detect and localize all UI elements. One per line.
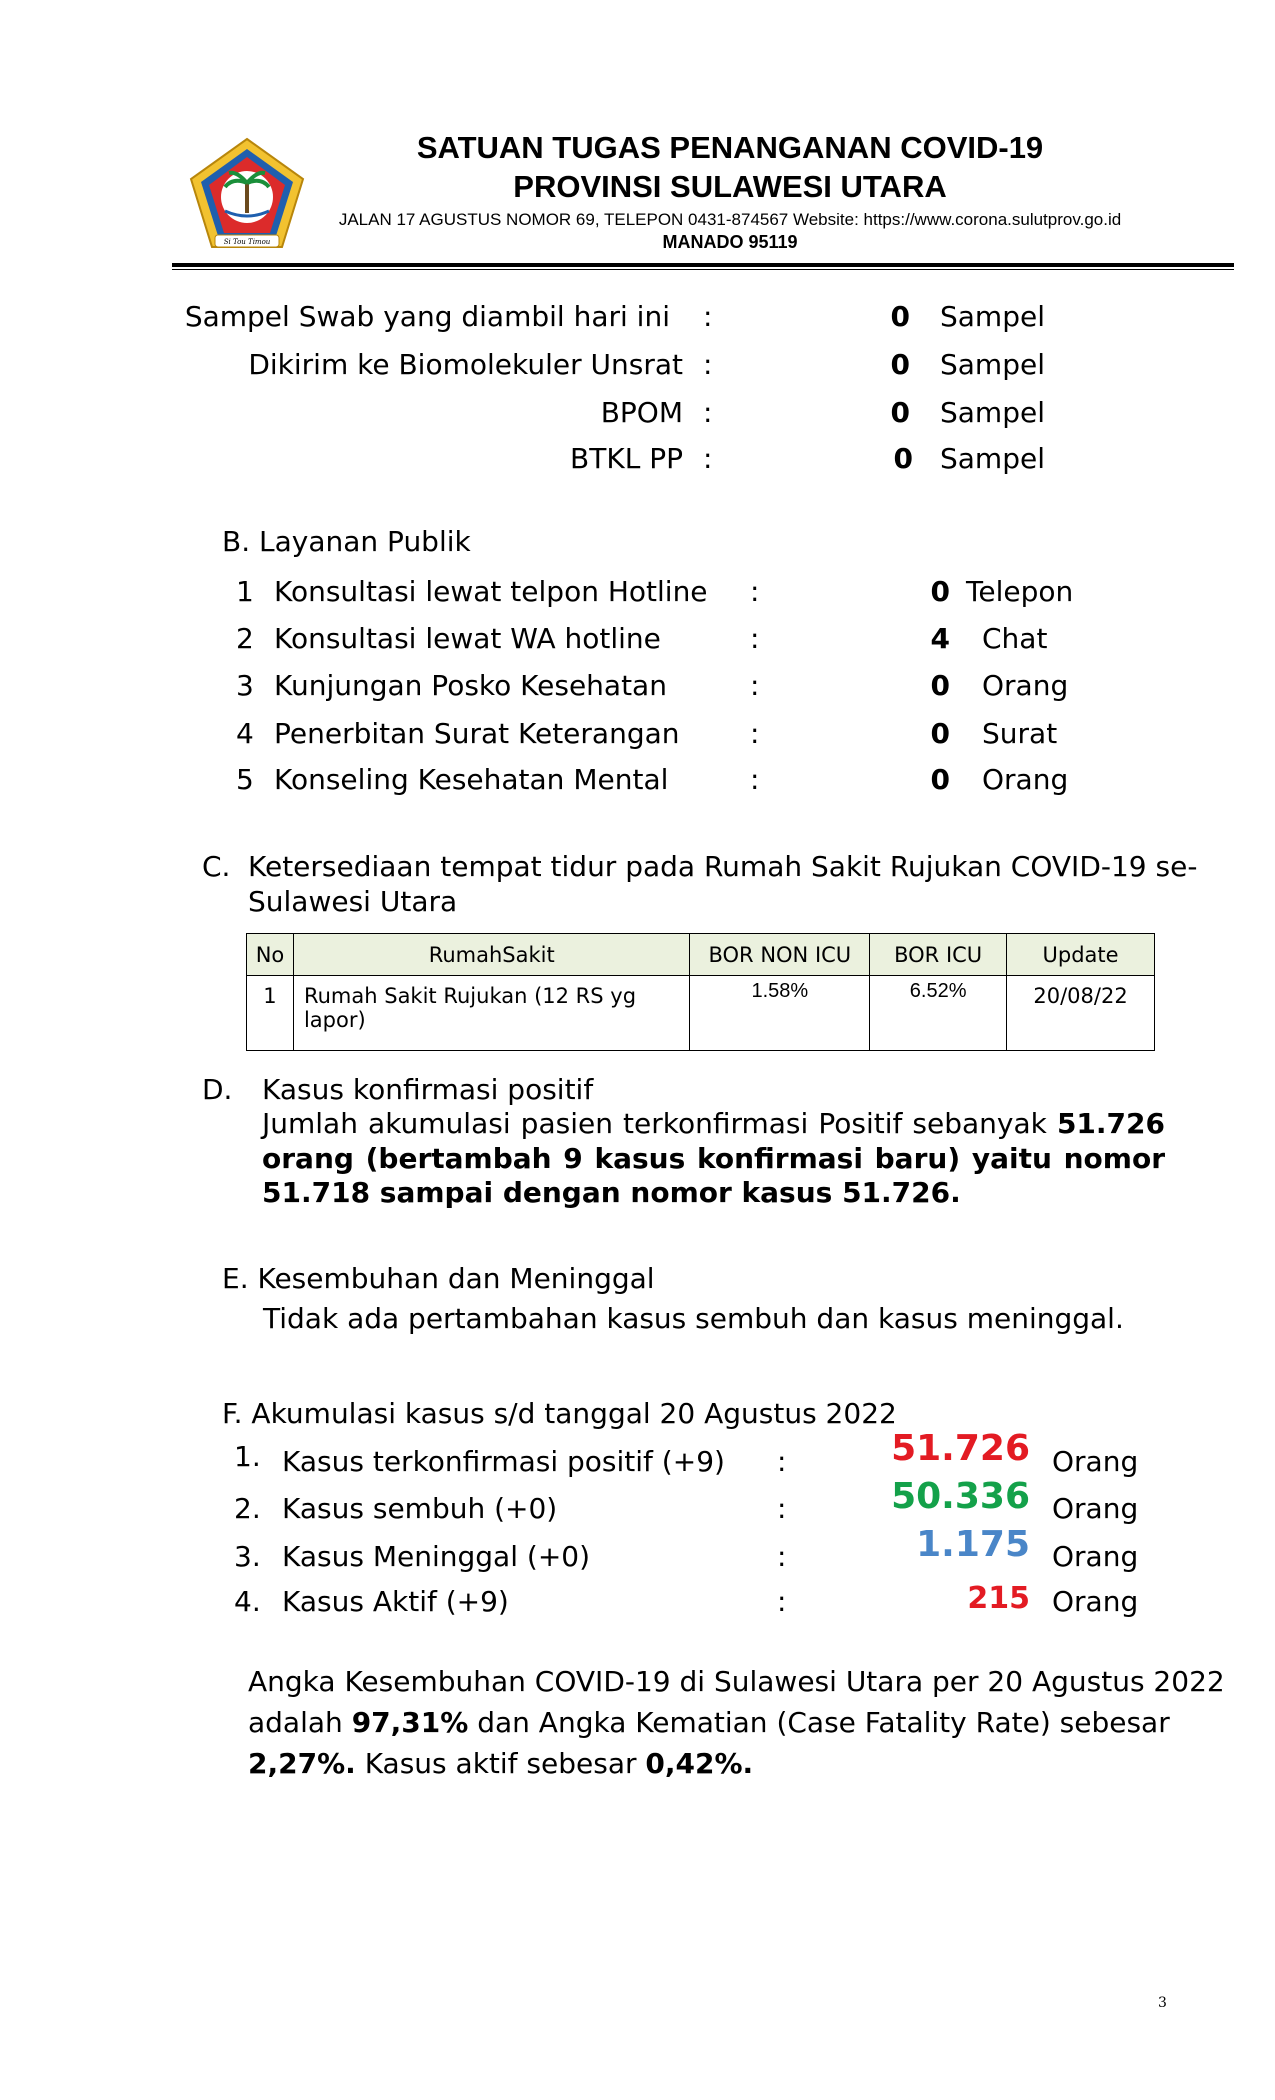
col-header-hospital: RumahSakit (293, 934, 689, 976)
colon: : (703, 300, 713, 333)
deaths-total-value: 1.175 (916, 1524, 1030, 1565)
case-unit: Orang (1052, 1540, 1139, 1573)
section-b-heading: B. Layanan Publik (222, 525, 471, 558)
case-unit: Orang (1052, 1492, 1139, 1525)
cell-bor-non-icu: 1.58% (690, 976, 870, 1051)
service-unit: Orang (982, 763, 1069, 796)
case-fatality-rate: 2,27%. (248, 1747, 356, 1780)
active-rate: 0,42%. (645, 1747, 754, 1780)
confirmed-total-inline: 51.726 (1056, 1107, 1165, 1140)
service-label: Konseling Kesehatan Mental (274, 763, 669, 796)
cell-hospital: Rumah Sakit Rujukan (12 RS yg lapor) (293, 976, 689, 1051)
provincial-logo (185, 135, 310, 260)
case-label: Kasus Aktif (+9) (282, 1585, 509, 1618)
case-unit: Orang (1052, 1585, 1139, 1618)
recovered-total-value: 50.336 (891, 1476, 1030, 1517)
row-number: 5 (236, 763, 254, 796)
col-header-update: Update (1007, 934, 1155, 976)
cell-update: 20/08/22 (1007, 976, 1155, 1051)
service-value: 0 (930, 575, 950, 608)
section-d-text-line2: orang (bertambah 9 kasus konfirmasi baru) yaitu nomor (262, 1142, 1165, 1175)
header-title-line1: SATUAN TUGAS PENANGANAN COVID-19 (416, 130, 1044, 165)
colon: : (777, 1492, 787, 1525)
sample-unit: Sampel (940, 396, 1045, 429)
service-value: 0 (930, 717, 950, 750)
col-header-bor-icu: BOR ICU (870, 934, 1007, 976)
sample-label: BTKL PP (570, 442, 683, 475)
header-city: MANADO 95119 (662, 232, 798, 252)
page-number: 3 (1158, 1995, 1167, 2011)
col-header-no: No (247, 934, 294, 976)
case-label: Kasus sembuh (+0) (282, 1492, 558, 1525)
colon: : (750, 575, 760, 608)
colon: : (703, 348, 713, 381)
colon: : (703, 442, 713, 475)
sample-value: 0 (893, 442, 913, 475)
service-label: Kunjungan Posko Kesehatan (274, 669, 667, 702)
section-d-text-line3: 51.718 sampai dengan nomor kasus 51.726. (262, 1176, 961, 1209)
service-unit: Telepon (966, 575, 1074, 608)
service-label: Konsultasi lewat WA hotline (274, 622, 661, 655)
summary-line1: Angka Kesembuhan COVID-19 di Sulawesi Utara per 20 Agustus 2022 (248, 1665, 1225, 1698)
summary-text: dan Angka Kematian (Case Fatality Rate) sebesar (477, 1706, 1170, 1739)
colon: : (750, 763, 760, 796)
summary-line3 (248, 1747, 753, 1781)
header-rule (172, 263, 1234, 267)
row-number: 3. (234, 1540, 261, 1573)
section-d-heading: Kasus konfirmasi positif (262, 1073, 594, 1106)
summary-text: adalah (248, 1706, 343, 1739)
table-row (247, 976, 1155, 1051)
row-number: 2. (234, 1492, 261, 1525)
sample-value: 0 (890, 300, 910, 333)
colon: : (703, 396, 713, 429)
header-rule-thin (172, 269, 1234, 270)
row-number: 1. (234, 1440, 261, 1473)
section-c-heading: Ketersediaan tempat tidur pada Rumah Sakit Rujukan COVID-19 se- (248, 850, 1198, 883)
cell-no: 1 (247, 976, 294, 1051)
header-title-line2: PROVINSI SULAWESI UTARA (513, 169, 947, 204)
section-c-heading-cont: Sulawesi Utara (248, 885, 458, 918)
row-number: 3 (236, 669, 254, 702)
section-c-marker: C. (202, 850, 231, 883)
colon: : (750, 622, 760, 655)
section-d-text-line1 (262, 1107, 1165, 1141)
case-label: Kasus Meninggal (+0) (282, 1540, 591, 1573)
row-number: 4 (236, 717, 254, 750)
service-label: Penerbitan Surat Keterangan (274, 717, 680, 750)
row-number: 2 (236, 622, 254, 655)
sample-label: Dikirim ke Biomolekuler Unsrat (248, 348, 683, 381)
service-value: 4 (930, 622, 950, 655)
case-unit: Orang (1052, 1445, 1139, 1478)
case-label: Kasus terkonfirmasi positif (+9) (282, 1445, 725, 1478)
sample-value: 0 (890, 396, 910, 429)
section-f-heading: F. Akumulasi kasus s/d tanggal 20 Agustus 2022 (222, 1397, 897, 1430)
bed-availability-table (246, 933, 1155, 1051)
header-address: JALAN 17 AGUSTUS NOMOR 69, TELEPON 0431-874567 Website: https://www.corona.sulutprov.go.id (338, 210, 1122, 229)
confirmed-total-value: 51.726 (891, 1428, 1030, 1469)
table-header-row (247, 934, 1155, 976)
cell-bor-icu: 6.52% (870, 976, 1007, 1051)
section-d-marker: D. (202, 1073, 233, 1106)
row-number: 1 (236, 575, 254, 608)
sample-label: BPOM (600, 396, 683, 429)
section-e-text: Tidak ada pertambahan kasus sembuh dan kasus meninggal. (263, 1302, 1124, 1335)
svg-text:Si Tou Timou: Si Tou Timou (223, 238, 271, 246)
service-label: Konsultasi lewat telpon Hotline (274, 575, 708, 608)
service-value: 0 (930, 669, 950, 702)
service-value: 0 (930, 763, 950, 796)
colon: : (777, 1585, 787, 1618)
row-number: 4. (234, 1585, 261, 1618)
section-d-text: Jumlah akumulasi pasien terkonfirmasi Positif sebanyak (262, 1107, 1047, 1140)
service-unit: Orang (982, 669, 1069, 702)
colon: : (777, 1540, 787, 1573)
sample-unit: Sampel (940, 348, 1045, 381)
summary-line2 (248, 1706, 1170, 1740)
colon: : (750, 669, 760, 702)
col-header-bor-non-icu: BOR NON ICU (690, 934, 870, 976)
section-e-heading: E. Kesembuhan dan Meninggal (222, 1262, 655, 1295)
recovery-rate: 97,31% (351, 1706, 469, 1739)
summary-text: Kasus aktif sebesar (364, 1747, 637, 1780)
sample-label: Sampel Swab yang diambil hari ini (184, 300, 670, 333)
colon: : (777, 1445, 787, 1478)
service-unit: Surat (982, 717, 1058, 750)
colon: : (750, 717, 760, 750)
active-total-value: 215 (967, 1581, 1030, 1616)
sample-value: 0 (890, 348, 910, 381)
service-unit: Chat (982, 622, 1048, 655)
sample-unit: Sampel (940, 300, 1045, 333)
sample-unit: Sampel (940, 442, 1045, 475)
